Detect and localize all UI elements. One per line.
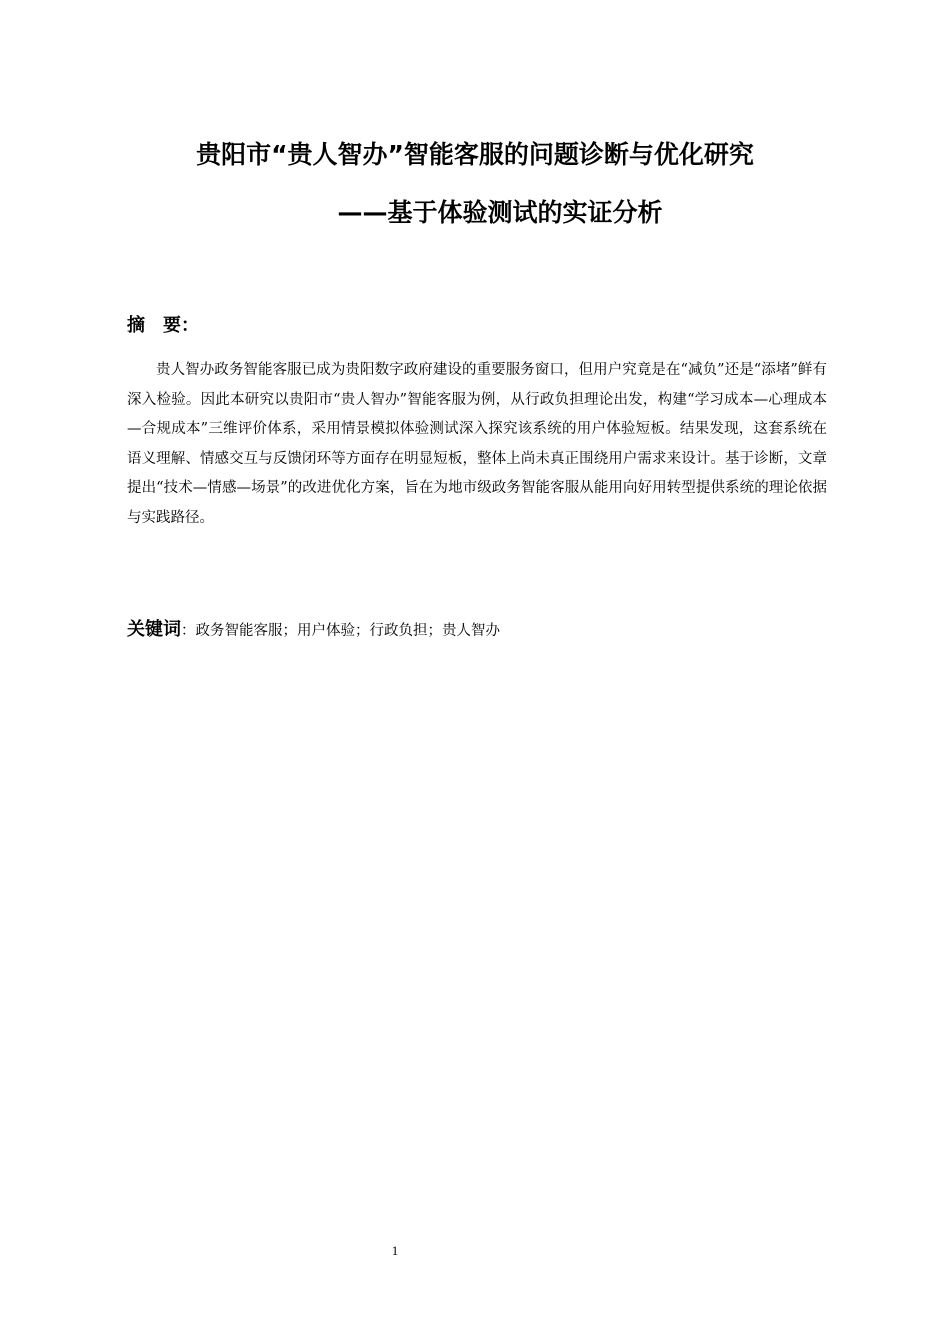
keywords-label: 关键词: [127, 619, 181, 640]
abstract-body: 贵人智办政务智能客服已成为贵阳数字政府建设的重要服务窗口，但用户究竟是在“减负”还是“添堵”鲜有深入检验。因此本研究以贵阳市“贵人智办”智能客服为例，从行政负担理论出发，构建“学习成本—心理成本—合规成本”三维评价体系，采用情景模拟体验测试深入探究该系统的用户体验短板。结果发现，这套系统在语义理解、情感交互与反馈闭环等方面存在明显短板，整体上尚未真正围绕用户需求来设计。基于诊断，文章提出“技术—情感—场景”的改进优化方案，旨在为地市级政务智能客服从能用向好用转型提供系统的理论依据与实践路径。: [127, 362, 827, 526]
keywords-line: [127, 616, 500, 645]
page-number: 1: [391, 1243, 399, 1258]
paper-subtitle: ——基于体验测试的实证分析: [337, 198, 663, 227]
keywords-text: 政务智能客服；用户体验；行政负担；贵人智办: [195, 623, 500, 639]
abstract-heading: 摘 要：: [127, 315, 199, 336]
paper-title: 贵阳市“贵人智办”智能客服的问题诊断与优化研究: [196, 140, 754, 169]
keywords-separator: ：: [181, 623, 196, 639]
